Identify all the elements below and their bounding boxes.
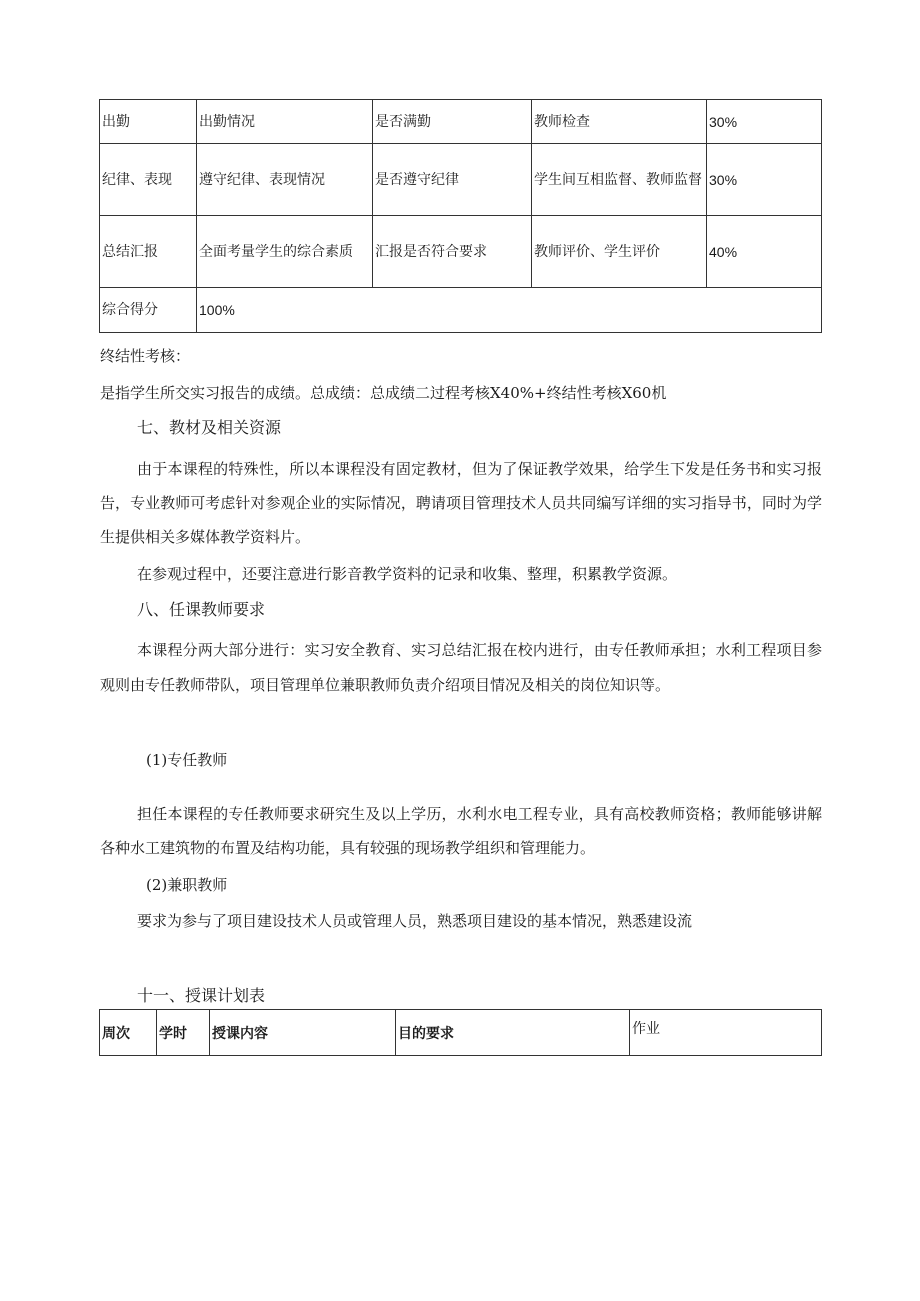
table-cell: 是否遵守纪律 bbox=[373, 144, 532, 216]
table-cell: 是否满勤 bbox=[373, 100, 532, 144]
column-header: 学时 bbox=[157, 1010, 210, 1056]
table-cell: 遵守纪律、表现情况 bbox=[197, 144, 373, 216]
section8-paragraph: 本课程分两大部分进行：实习安全教育、实习总结汇报在校内进行，由专任教师承担；水利工程项目参观则由专任教师带队，项目管理单位兼职教师负责介绍项目情况及相关的岗位知识等。 bbox=[100, 641, 822, 694]
table-cell: 出勤 bbox=[100, 100, 197, 144]
column-header: 目的要求 bbox=[396, 1010, 630, 1056]
table-cell: 学生间互相监督、教师监督 bbox=[532, 144, 707, 216]
full-time-teacher-title: (1)专任教师 bbox=[146, 751, 228, 769]
full-time-teacher-text: 担任本课程的专任教师要求研究生及以上学历，水利水电工程专业，具有高校教师资格；教师能够讲解各种水工建筑物的布置及结构功能，具有较强的现场教学组织和管理能力。 bbox=[100, 805, 822, 857]
part-time-teacher-title: (2)兼职教师 bbox=[146, 876, 228, 894]
table-row bbox=[100, 216, 822, 288]
column-header: 授课内容 bbox=[210, 1010, 396, 1056]
column-header: 作业 bbox=[630, 1010, 822, 1056]
teaching-plan-table bbox=[99, 1009, 822, 1056]
section8-heading: 八、任课教师要求 bbox=[137, 600, 266, 619]
table-row bbox=[100, 100, 822, 144]
column-header: 周次 bbox=[100, 1010, 157, 1056]
table-cell: 教师评价、学生评价 bbox=[532, 216, 707, 288]
section7-paragraph: 由于本课程的特殊性，所以本课程没有固定教材，但为了保证教学效果，给学生下发是任务书和实习报告，专业教师可考虑针对参观企业的实际情况，聘请项目管理技术人员共同编写详细的实习指导书，同时为学生提供相关多媒体教学资料片。 bbox=[100, 460, 822, 546]
final-assessment-title: 终结性考核： bbox=[100, 347, 191, 365]
total-label: 综合得分 bbox=[100, 288, 197, 333]
table-cell: 40% bbox=[707, 216, 822, 288]
assessment-table bbox=[99, 99, 822, 333]
part-time-teacher-text: 要求为参与了项目建设技术人员或管理人员，熟悉项目建设的基本情况，熟悉建设流 bbox=[137, 912, 693, 930]
table-cell: 汇报是否符合要求 bbox=[373, 216, 532, 288]
table-cell: 出勤情况 bbox=[197, 100, 373, 144]
section11-heading: 十一、授课计划表 bbox=[137, 986, 266, 1005]
table-row-total bbox=[100, 288, 822, 333]
table-row bbox=[100, 144, 822, 216]
table-cell: 教师检查 bbox=[532, 100, 707, 144]
table-cell: 30% bbox=[707, 144, 822, 216]
table-cell: 纪律、表现 bbox=[100, 144, 197, 216]
table-cell: 总结汇报 bbox=[100, 216, 197, 288]
section7-heading: 七、教材及相关资源 bbox=[137, 418, 282, 437]
total-value: 100% bbox=[197, 288, 822, 333]
table-cell: 30% bbox=[707, 100, 822, 144]
section7-paragraph-2: 在参观过程中，还要注意进行影音教学资料的记录和收集、整理，积累教学资源。 bbox=[137, 565, 678, 583]
table-header-row bbox=[100, 1010, 822, 1056]
final-assessment-text: 是指学生所交实习报告的成绩。总成绩：总成绩二过程考核X40%+终结性考核X60机 bbox=[100, 384, 667, 402]
table-cell: 全面考量学生的综合素质 bbox=[197, 216, 373, 288]
